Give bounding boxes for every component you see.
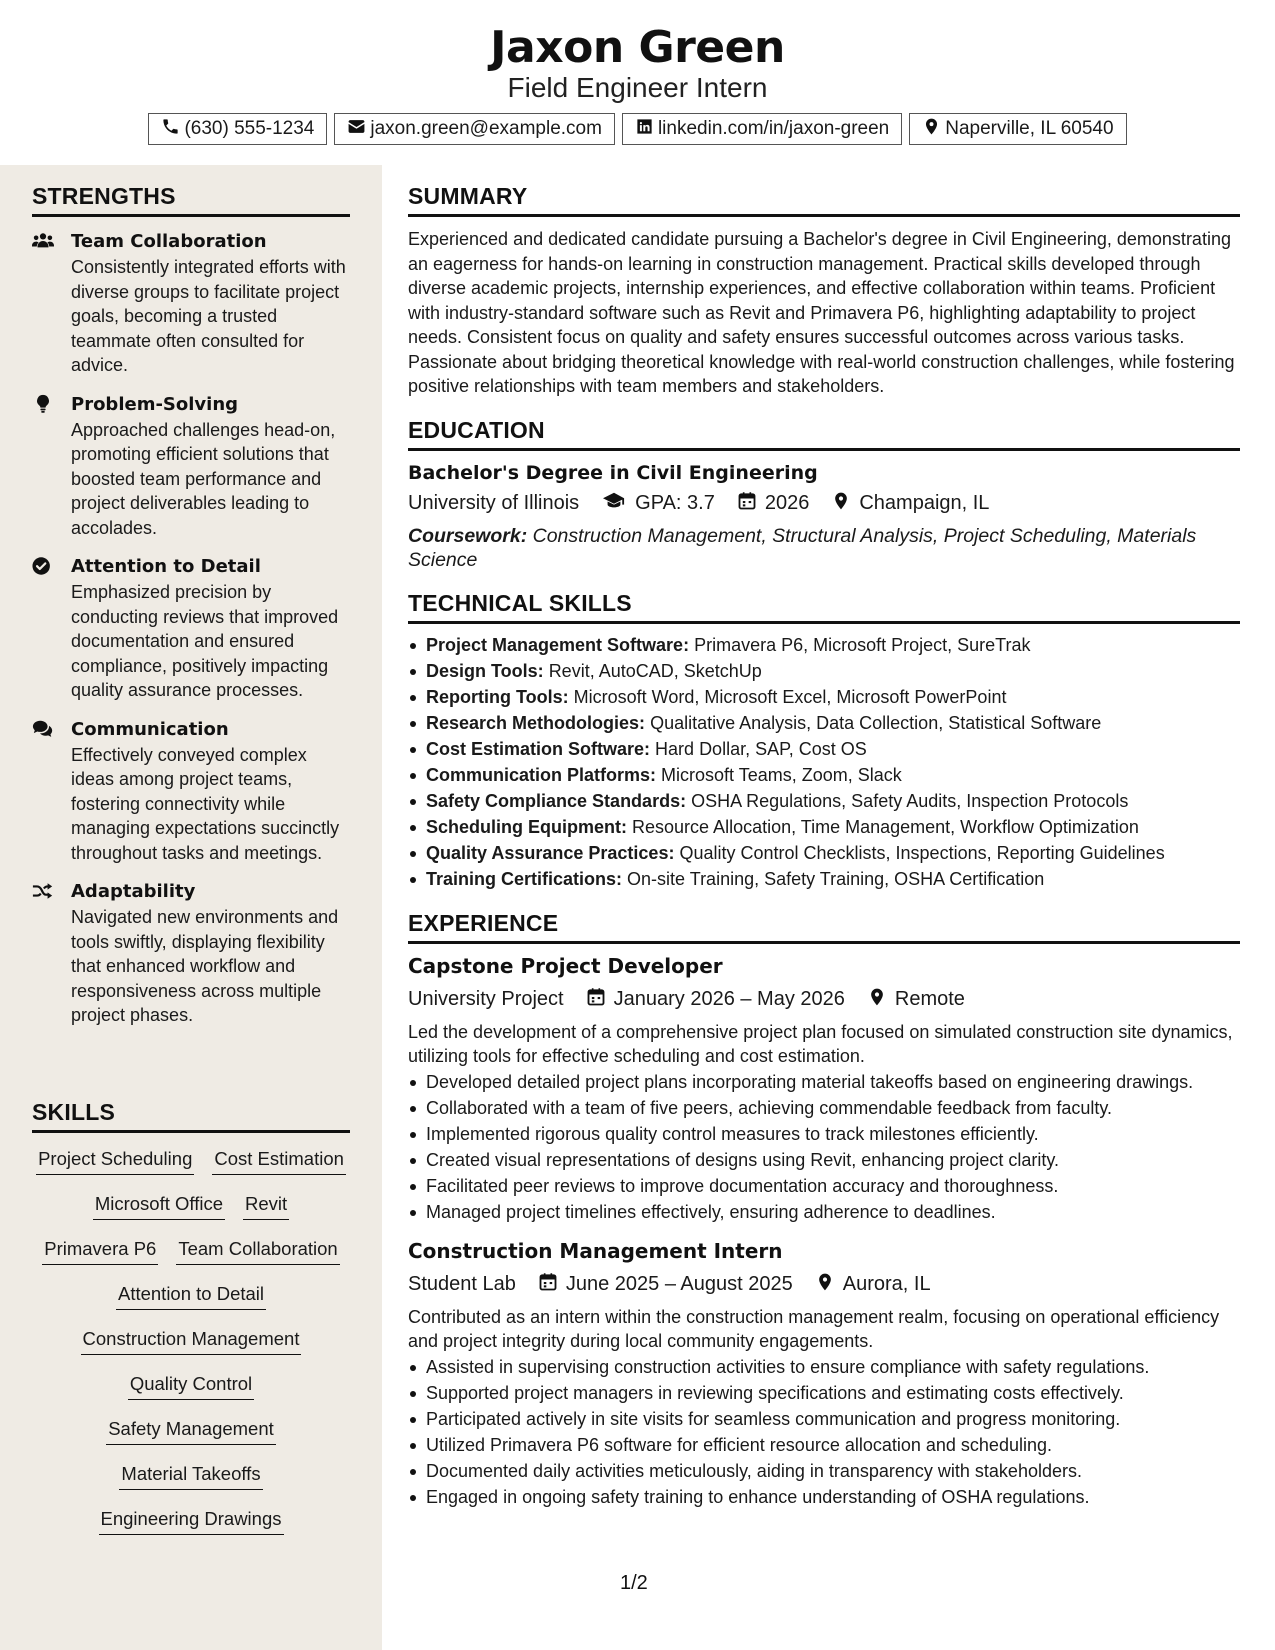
summary-text: Experienced and dedicated candidate pursuing a Bachelor's degree in Civil Engineering, demonstrating an eagerness for hands-on learning in construction management. Practical skills developed through diverse academic projects, internship experiences, and effective collaboration within teams. Proficient with industry-standard software such as Revit and Primavera P6, highlighting adaptability to project needs. Consistent focus on quality and safety ensures successful outcomes across various tasks. Passionate about bridging theoretical knowledge with real-world construction challenges, while fostering positive relationships with team members and stakeholders.	[408, 229, 1235, 396]
map-marker-icon	[815, 1272, 835, 1298]
coursework	[408, 524, 1240, 572]
strength-description: Navigated new environments and tools swiftly, displaying flexibility that enhanced workflow and responsiveness across multiple project phases.	[71, 907, 339, 1025]
education-meta	[408, 490, 1240, 518]
users-icon	[32, 231, 56, 251]
job-entry	[408, 952, 1240, 1225]
candidate-name: Jaxon Green	[490, 22, 785, 73]
job-bullet: Utilized Primavera P6 software for efficient resource allocation and scheduling.	[408, 1432, 1240, 1458]
job-dates: June 2025 – August 2025	[565, 1273, 793, 1295]
skills-row	[0, 1325, 382, 1370]
skill-values: Microsoft Teams, Zoom, Slack	[661, 764, 902, 785]
job-organization: Student Lab	[408, 1273, 516, 1295]
skill-values: Resource Allocation, Time Management, Workflow Optimization	[632, 816, 1139, 837]
skill-values: Primavera P6, Microsoft Project, SureTrak	[694, 634, 1031, 655]
job-meta	[408, 986, 1240, 1014]
strength-item	[32, 229, 352, 378]
lightbulb-icon	[32, 394, 56, 414]
skill-tag: Safety Management	[106, 1415, 276, 1445]
skill-tag: Primavera P6	[42, 1235, 158, 1265]
contact-linkedin[interactable]	[622, 113, 902, 145]
strength-title: Attention to Detail	[71, 556, 261, 577]
job-bullet: Assisted in supervising construction activities to ensure compliance with safety regulations.	[408, 1354, 1240, 1380]
skill-tag: Construction Management	[81, 1325, 302, 1355]
technical-skill-item	[408, 632, 1240, 658]
job-dates: January 2026 – May 2026	[613, 988, 845, 1010]
job-organization: University Project	[408, 988, 564, 1010]
job-meta	[408, 1271, 1240, 1299]
skills-row	[0, 1280, 382, 1325]
skill-category: Safety Compliance Standards:	[426, 790, 687, 811]
job-bullet: Supported project managers in reviewing specifications and estimating costs effectively.	[408, 1380, 1240, 1406]
job-bullet: Documented daily activities meticulously, aiding in transparency with stakeholders.	[408, 1458, 1240, 1484]
skill-category: Communication Platforms:	[426, 764, 657, 785]
skill-tag: Revit	[243, 1190, 289, 1220]
skills-list	[0, 1145, 382, 1550]
job-entry	[408, 1237, 1240, 1510]
coursework-list: Construction Management, Structural Analysis, Project Scheduling, Materials Science	[408, 524, 1197, 571]
skill-values: Revit, AutoCAD, SketchUp	[548, 660, 762, 681]
strength-title: Team Collaboration	[71, 231, 267, 252]
strength-description: Approached challenges head-on, promoting efficient solutions that boosted team performance and project deliverables leading to accolades.	[71, 419, 336, 538]
job-description: Led the development of a comprehensive project plan focused on simulated construction site dynamics, utilizing tools for effective scheduling and cost estimation.	[408, 1021, 1233, 1066]
skill-tag: Team Collaboration	[176, 1235, 339, 1265]
skill-tag: Project Scheduling	[36, 1145, 194, 1175]
skill-tag: Attention to Detail	[116, 1280, 266, 1310]
strength-title: Adaptability	[71, 881, 196, 902]
job-bullet: Managed project timelines effectively, ensuring adherence to deadlines.	[408, 1199, 1240, 1225]
skill-tag: Engineering Drawings	[99, 1505, 284, 1535]
linkedin-icon	[635, 117, 654, 142]
contact-bar	[0, 113, 1275, 145]
strength-title: Communication	[71, 718, 229, 740]
skills-row	[0, 1235, 382, 1280]
phone-text: (630) 555-1234	[184, 118, 315, 139]
gpa-text: GPA: 3.7	[635, 492, 715, 514]
skill-category: Design Tools:	[426, 660, 544, 681]
skill-category: Scheduling Equipment:	[426, 816, 627, 837]
job-location: Aurora, IL	[842, 1273, 931, 1295]
technical-skill-item	[408, 710, 1240, 736]
experience-section	[408, 910, 1240, 1510]
main-content	[408, 165, 1240, 1510]
graduation-cap-icon	[601, 490, 627, 518]
strength-item	[32, 717, 352, 866]
skill-values: Quality Control Checklists, Inspections, Reporting Guidelines	[679, 842, 1165, 863]
check-circle-icon	[32, 556, 56, 576]
experience-heading: EXPERIENCE	[408, 910, 1240, 944]
job-role: Construction Management Intern	[408, 1238, 783, 1263]
skill-category: Reporting Tools:	[426, 686, 569, 707]
degree-name: Bachelor's Degree in Civil Engineering	[408, 461, 818, 484]
technical-skill-item	[408, 840, 1240, 866]
skill-category: Cost Estimation Software:	[426, 738, 651, 759]
linkedin-text: linkedin.com/in/jaxon-green	[657, 118, 890, 139]
technical-skills-list	[408, 632, 1240, 892]
skills-section	[0, 1099, 382, 1550]
summary-section	[408, 183, 1240, 399]
sidebar	[0, 165, 382, 1650]
strength-item	[32, 554, 352, 703]
strength-description: Emphasized precision by conducting reviews that improved documentation and ensured compliance, positively impacting quality assurance processes.	[71, 582, 339, 700]
map-marker-icon	[867, 987, 887, 1013]
technical-skill-item	[408, 684, 1240, 710]
location-text: Naperville, IL 60540	[945, 118, 1114, 139]
envelope-icon	[347, 117, 366, 142]
school-location: Champaign, IL	[859, 492, 990, 514]
summary-heading: SUMMARY	[408, 183, 1240, 217]
skills-heading: SKILLS	[32, 1099, 350, 1133]
strengths-heading: STRENGTHS	[32, 183, 350, 217]
technical-skill-item	[408, 788, 1240, 814]
school-name: University of Illinois	[408, 492, 580, 514]
technical-skill-item	[408, 814, 1240, 840]
skill-tag: Microsoft Office	[93, 1190, 225, 1220]
skill-category: Training Certifications:	[426, 868, 623, 889]
job-bullets	[408, 1354, 1240, 1510]
job-bullet: Participated actively in site visits for seamless communication and progress monitoring.	[408, 1406, 1240, 1432]
skills-row	[0, 1415, 382, 1460]
phone-icon	[161, 117, 180, 142]
job-bullet: Facilitated peer reviews to improve documentation accuracy and thoroughness.	[408, 1173, 1240, 1199]
calendar-icon	[538, 1272, 558, 1298]
strength-title: Problem-Solving	[71, 393, 239, 415]
calendar-icon	[737, 491, 757, 517]
skill-values: OSHA Regulations, Safety Audits, Inspection Protocols	[691, 790, 1129, 811]
resume-header	[0, 0, 1275, 165]
technical-skill-item	[408, 736, 1240, 762]
job-bullet: Created visual representations of designs using Revit, enhancing project clarity.	[408, 1147, 1240, 1173]
contact-email[interactable]	[334, 113, 615, 145]
skill-tag: Quality Control	[128, 1370, 254, 1400]
job-bullet: Developed detailed project plans incorporating material takeoffs based on engineering drawings.	[408, 1069, 1240, 1095]
job-bullet: Collaborated with a team of five peers, achieving commendable feedback from faculty.	[408, 1095, 1240, 1121]
strengths-section	[0, 183, 382, 1028]
skill-category: Quality Assurance Practices:	[426, 842, 675, 863]
contact-location[interactable]	[909, 113, 1126, 145]
skill-values: Qualitative Analysis, Data Collection, Statistical Software	[650, 712, 1102, 733]
skills-row	[0, 1145, 382, 1190]
skill-values: On-site Training, Safety Training, OSHA Certification	[627, 868, 1045, 889]
map-marker-icon	[831, 491, 851, 517]
job-bullets	[408, 1069, 1240, 1225]
skills-row	[0, 1190, 382, 1235]
skills-row	[0, 1505, 382, 1550]
skills-row	[0, 1370, 382, 1415]
technical-skill-item	[408, 658, 1240, 684]
skills-row	[0, 1460, 382, 1505]
job-bullet: Implemented rigorous quality control measures to track milestones efficiently.	[408, 1121, 1240, 1147]
calendar-icon	[586, 987, 606, 1013]
job-location: Remote	[894, 988, 965, 1010]
skill-values: Microsoft Word, Microsoft Excel, Microsoft PowerPoint	[573, 686, 1007, 707]
job-description: Contributed as an intern within the construction management realm, focusing on operational efficiency and project integrity during local community engagements.	[408, 1306, 1220, 1351]
strength-item	[32, 392, 352, 541]
comments-icon	[32, 719, 56, 739]
education-section	[408, 417, 1240, 572]
skill-category: Research Methodologies:	[426, 712, 646, 733]
technical-skills-section	[408, 590, 1240, 892]
skill-category: Project Management Software:	[426, 634, 690, 655]
graduation-year: 2026	[764, 492, 810, 514]
strength-description: Consistently integrated efforts with diverse groups to facilitate project goals, becoming a trusted teammate often consulted for advice.	[71, 257, 346, 375]
skill-tag: Material Takeoffs	[119, 1460, 262, 1490]
technical-skill-item	[408, 866, 1240, 892]
technical-skill-item	[408, 762, 1240, 788]
technical-skills-heading: TECHNICAL SKILLS	[408, 590, 1240, 624]
map-marker-icon	[922, 117, 941, 142]
email-text: jaxon.green@example.com	[370, 118, 602, 139]
contact-phone[interactable]	[148, 113, 327, 145]
shuffle-icon	[32, 881, 56, 901]
strength-item	[32, 879, 352, 1028]
skill-values: Hard Dollar, SAP, Cost OS	[655, 738, 867, 759]
page-number: 1/2	[620, 1572, 648, 1594]
coursework-label: Coursework:	[408, 524, 528, 547]
job-role: Capstone Project Developer	[408, 953, 723, 978]
skill-tag: Cost Estimation	[212, 1145, 346, 1175]
strengths-list	[0, 229, 382, 1028]
job-bullet: Engaged in ongoing safety training to enhance understanding of OSHA regulations.	[408, 1484, 1240, 1510]
education-heading: EDUCATION	[408, 417, 1240, 451]
strength-description: Effectively conveyed complex ideas among project teams, fostering connectivity while managing expectations succinctly throughout tasks and meetings.	[71, 744, 340, 863]
candidate-title: Field Engineer Intern	[507, 72, 768, 103]
